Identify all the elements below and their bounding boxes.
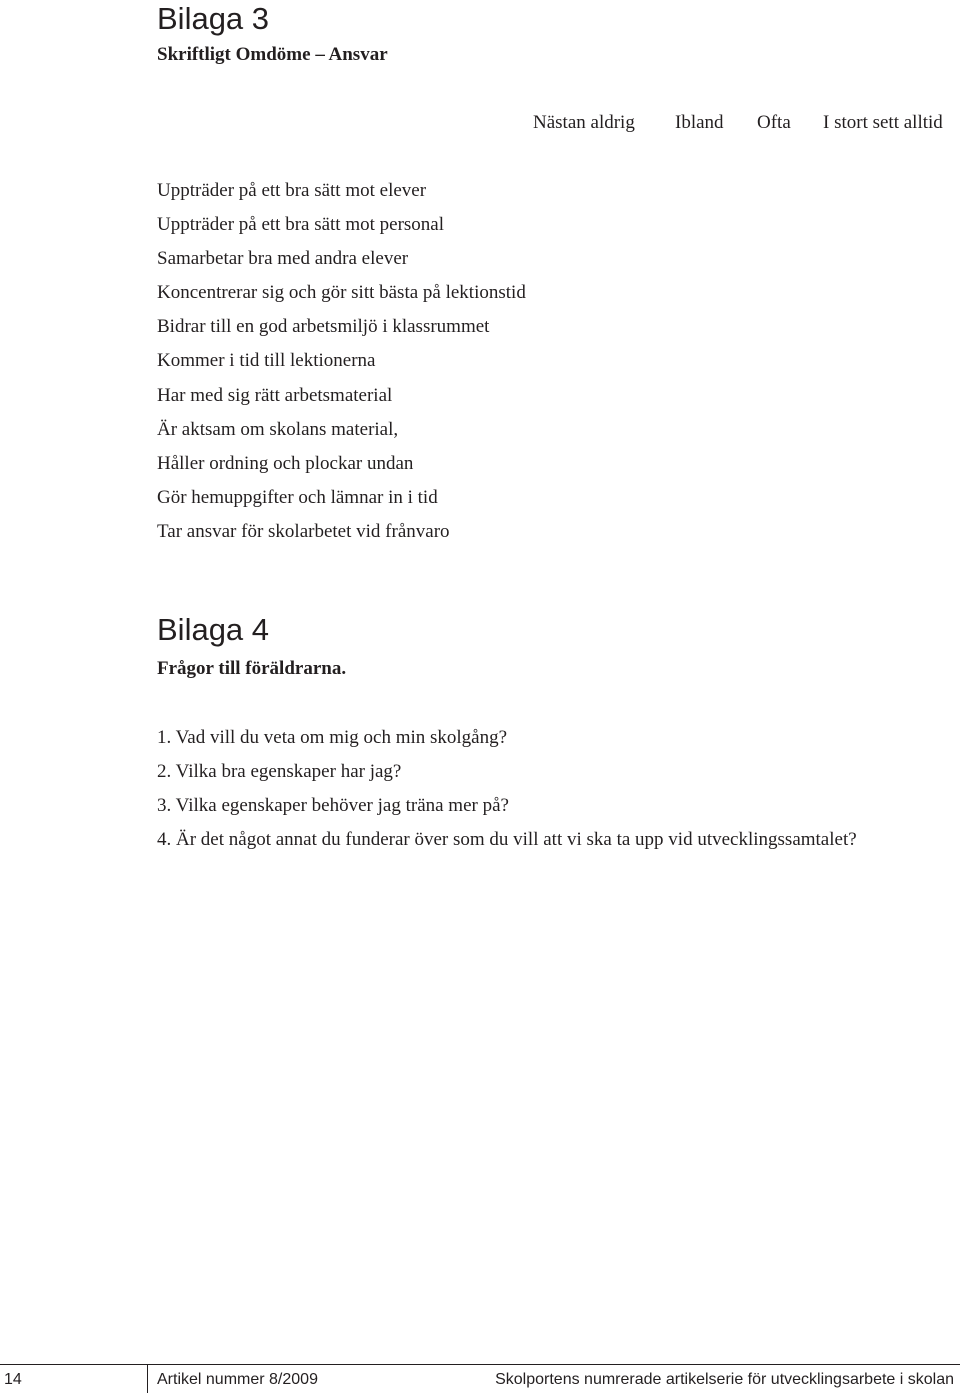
scale-header-ibland: Ibland [675,112,724,133]
scale-header-i-stort-sett-alltid: I stort sett alltid [823,112,943,133]
criteria-item: Uppträder på ett bra sätt mot personal [157,214,445,236]
criteria-item: Uppträder på ett bra sätt mot elever [157,180,427,201]
criteria-item: Håller ordning och plockar undan [157,452,414,474]
bilaga3-title: Bilaga 3 [157,1,270,36]
footer-series-title: Skolportens numrerade artikelserie för utvecklingsarbete i skolan [495,1371,954,1388]
criteria-item: Bidrar till en god arbetsmiljö i klassrummet [157,316,490,338]
question-item: 4. Är det något annat du funderar över som du vill att vi ska ta upp vid utvecklingssamtalet? [157,829,857,850]
question-item: 2. Vilka bra egenskaper har jag? [157,761,402,782]
criteria-item: Koncentrerar sig och gör sitt bästa på lektionstid [157,282,526,304]
bilaga4-subtitle: Frågor till föräldrarna. [157,658,347,679]
criteria-list [157,181,526,556]
criteria-item: Gör hemuppgifter och lämnar in i tid [157,486,438,508]
criteria-item: Är aktsam om skolans material, [157,418,399,440]
page-number: 14 [4,1371,22,1388]
criteria-item: Tar ansvar för skolarbetet vid frånvaro [157,520,450,542]
criteria-item: Kommer i tid till lektionerna [157,350,376,372]
criteria-item: Samarbetar bra med andra elever [157,248,409,270]
question-item: 3. Vilka egenskaper behöver jag träna mer på? [157,795,509,816]
footer-vertical-divider [147,1364,148,1393]
questions-list [157,728,857,864]
bilaga4-title: Bilaga 4 [157,612,270,647]
criteria-item: Har med sig rätt arbetsmaterial [157,384,393,406]
scale-header-nastan-aldrig: Nästan aldrig [533,112,635,133]
question-item: 1. Vad vill du veta om mig och min skolgång? [157,727,508,748]
footer-issue: Artikel nummer 8/2009 [157,1371,318,1388]
footer-divider [0,1364,960,1365]
bilaga3-subtitle: Skriftligt Omdöme – Ansvar [157,44,388,65]
scale-header-ofta: Ofta [757,112,791,133]
